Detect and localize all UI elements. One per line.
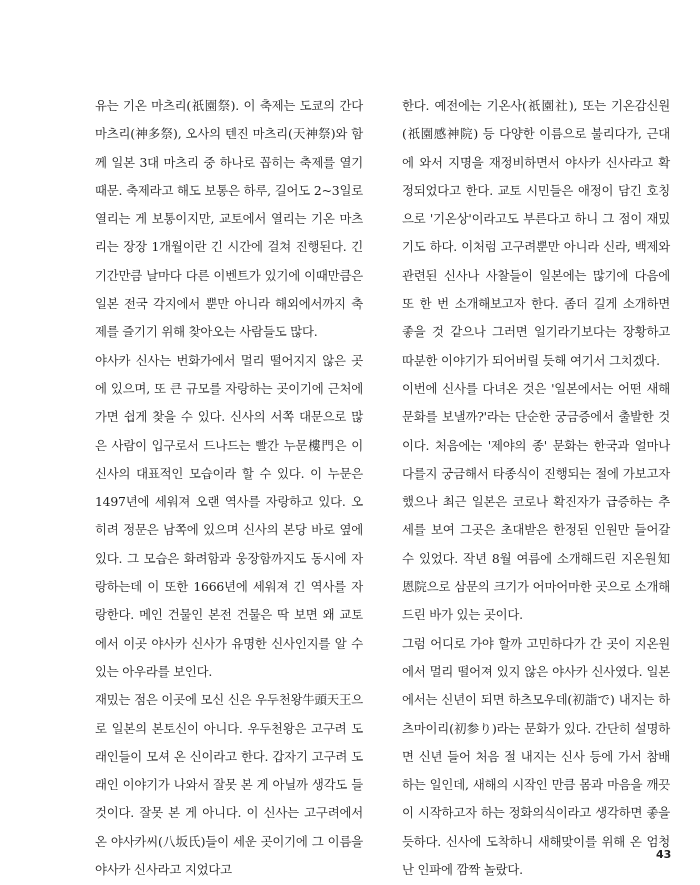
left-paragraph-2: 야사카 신사는 번화가에서 멀리 떨어지지 않은 곳에 있으며, 또 큰 규모를 자랑하는 곳이기에 근처에 가면 쉽게 찾을 수 있다. 신사의 서쪽 대문으로 많은 사람이 입구로서 드나드는 빨간 누문樓門은 이 신사의 대표적인 모습이라 할 수 있다. 이 누문은 1497년에 세워져 오랜 역사를 자랑하고 있다. 오히려 정문은 남쪽에 있으며 신사의 본당 바로 옆에 있다. 그 모습은 화려함과 웅장함까지도 동시에 자랑하는데 이 또한 1666년에 세워져 긴 역사를 자랑한다. 메인 건물인 본전 건물은 딱 보면 왜 교토에서 이곳 야사카 신사가 유명한 신사인지를 알 수 있는 아우라를 보인다. [95,352,363,679]
right-paragraph-2: 이번에 신사를 다녀온 것은 '일본에서는 어떤 새해 문화를 보낼까?'라는 단순한 궁금증에서 출발한 것이다. 처음에는 '제야의 종' 문화는 한국과 얼마나 다를지 궁금해서 타종식이 진행되는 절에 가보고자 했으나 최근 일본은 코로나 확진자가 급증하는 추세를 보여 그곳은 초대받은 한정된 인원만 들어갈 수 있었다. 작년 8월 여름에 소개해드린 지온원知恩院으로 삼문의 크기가 어마어마한 곳으로 소개해드린 바가 있는 곳이다. [402,380,670,623]
right-paragraph-3: 그럼 어디로 가야 할까 고민하다가 간 곳이 지온원에서 멀리 떨어져 있지 않은 야사카 신사였다. 일본에서는 신년이 되면 하츠모우데(初詣で) 내지는 하츠마이리(初参り)라는 문화가 있다. 간단히 설명하면 신년 들어 처음 절 내지는 신사 등에 가서 참배하는 일인데, 새해의 시작인 만큼 몸과 마음을 깨끗이 시작하고자 하는 정화의식이라고 생각하면 좋을 듯하다. 신사에 도착하니 새해맞이를 위해 온 엄청난 인파에 깜짝 놀랐다. [402,635,670,878]
page-number: 43 [656,848,672,861]
left-paragraph-3: 재밌는 점은 이곳에 모신 신은 우두천왕牛頭天王으로 일본의 본토신이 아니다. 우두천왕은 고구려 도래인들이 모셔 온 신이라고 한다. 갑자기 고구려 도래인 이야기가 나와서 잘못 본 게 아닐까 생각도 들 것이다. 잘못 본 게 아니다. 이 신사는 고구려에서 온 야사카씨(八坂氏)들이 세운 곳이기에 그 이름을 야사카 신사라고 지었다고 [95,692,363,878]
right-text-column [402,92,670,884]
right-paragraph-1: 한다. 예전에는 기온사(祇園社), 또는 기온감신원(祇園感神院) 등 다양한 이름으로 불리다가, 근대에 와서 지명을 재정비하면서 야사카 신사라고 확정되었다고 한다. 교토 시민들은 애정이 담긴 호칭으로 '기온상'이라고도 부른다고 하니 그 점이 재밌기도 하다. 이처럼 고구려뿐만 아니라 신라, 백제와 관련된 신사나 사찰들이 일본에는 많기에 다음에 또 한 번 소개해보고자 한다. 좀더 길게 소개하면 좋을 것 같으나 그러면 일기라기보다는 장황하고 따분한 이야기가 되어버릴 듯해 여기서 그치겠다. [402,98,670,368]
left-paragraph-1: 유는 기온 마츠리(祇園祭). 이 축제는 도쿄의 간다 마츠리(神多祭), 오사의 텐진 마츠리(天神祭)와 함께 일본 3대 마츠리 중 하나로 꼽히는 축제를 열기 때문. 축제라고 해도 보통은 하루, 길어도 2~3일로 열리는 게 보통이지만, 교토에서 열리는 기온 마츠리는 장장 1개월이란 긴 시간에 걸쳐 진행된다. 긴 기간만큼 날마다 다른 이벤트가 있기에 이때만큼은 일본 전국 각지에서 뿐만 아니라 해외에서까지 축제를 즐기기 위해 찾아오는 사람들도 많다. [95,98,363,340]
left-text-column [95,92,363,884]
